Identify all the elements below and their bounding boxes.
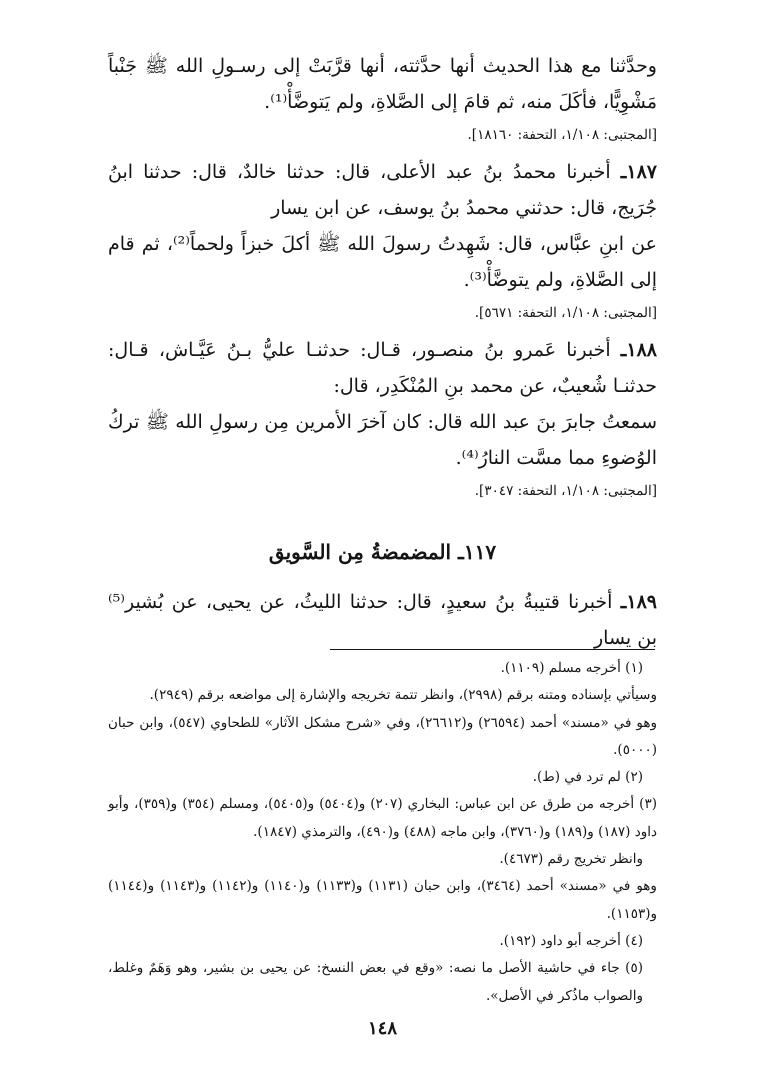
footnote-1-cont-b: وهو في «مسند» أحمد (٢٦٥٩٤) و(٢٦٦١٢)، وفي «شرح مشكل الآثار» للطحاوي (٥٤٧)، وابن حبان (٥٠٠٠).	[108, 714, 657, 758]
footnote-4: (٤) أخرجه أبو داود (١٩٢).	[499, 932, 643, 949]
hadith-187-matn: عن ابنِ عبَّاس، قال: شَهِدتُ رسولَ الله ﷺ أكلَ خبزاً ولحماً⁽²⁾، ثم قام إلى الصَّلاةِ، ولم يتوضَّأْ⁽³⁾.	[108, 233, 657, 291]
hadith-188-matn: سمعتُ جابرَ بنَ عبد الله قال: كان آخرَ الأمرين مِن رسولِ الله ﷺ تركُ الوُضوءِ مما مسَّت النارُ⁽⁴⁾.	[108, 411, 657, 469]
hadith-188-isnad	[108, 332, 657, 404]
hadith-187-isnad	[108, 154, 657, 226]
hadith-186-continuation: وحدَّثنا مع هذا الحديث أنها حدَّثته، أنها قرَّبَتْ إلى رسـولِ الله ﷺ جَنْباً مَشْوِيًّا، فأكَلَ منه، ثم قامَ إلى الصَّلاةِ، ولم يَتوضَّأْ⁽¹⁾.	[108, 55, 657, 113]
isnad-188-text: أخبرنا عَمرو بنُ منصـور، قـال: حدثنـا عليُّ بـنُ عَيَّـاش، قـال: حدثنـا شُعيبٌ، عن محمد بنِ المُنْكَدِر، قال:	[108, 339, 657, 397]
hadith-189-isnad	[108, 584, 657, 656]
isnad-187-text: أخبرنا محمدُ بنُ عبد الأعلى، قال: حدثنا خالدٌ، قال: حدثنا ابنُ جُرَيج، قال: حدثني محمدُ بنُ يوسف، عن ابن يسار	[108, 161, 657, 219]
footnote-2: (٢) لم ترد في (ط).	[532, 769, 643, 786]
footnotes	[108, 655, 657, 1010]
hadith-number-187: ١٨٧ـ	[620, 161, 657, 183]
reference-188: [المجتبى: ١/١٠٨، التحفة: ٣٠٤٧].	[474, 483, 657, 499]
page-number: ١٤٨	[367, 1018, 397, 1039]
chapter-heading: ١١٧ـ المضمضةُ مِن السَّويق	[268, 540, 497, 564]
footnote-separator	[330, 649, 655, 650]
hadith-number-189: ١٨٩ـ	[620, 591, 657, 613]
reference-187: [المجتبى: ١/١٠٨، التحفة: ٥٦٧١].	[474, 305, 657, 321]
hadith-number-188: ١٨٨ـ	[620, 339, 657, 361]
footnote-1-cont-a: وسيأتي بإسناده ومتنه برقم (٢٩٩٨)، وانظر تتمة تخريجه والإشارة إلى مواضعه برقم (٢٩٤٩).	[149, 687, 657, 704]
footnote-3-cont-b: وهو في «مسند» أحمد (٣٤٦٤)، وابن حبان (١١٣١) و(١١٣٣) و(١١٤٠) و(١١٤٢) و(١١٤٣) و(١١٤٤) و(١١٥٣).	[108, 878, 657, 922]
footnote-5: (٥) جاء في حاشية الأصل ما نصه: «وقع في بعض النسخ: عن يحيى بن بشير، وهو وَهَمٌ وغلط، والصواب ماذُكر في الأصل».	[108, 960, 643, 1004]
isnad-189-text: أخبرنا قتيبةُ بنُ سعيدٍ، قال: حدثنا الليثُ، عن يحيى، عن بُشير⁽⁵⁾ بن يسار	[108, 591, 657, 649]
footnote-1: (١) أخرجه مسلم (١١٠٩).	[500, 660, 643, 676]
reference-186: [المجتبى: ١/١٠٨، التحفة: ١٨١٦٠].	[467, 127, 657, 143]
footnote-3: (٣) أخرجه من طرق عن ابن عباس: البخاري (٢٠٧) و(٥٤٠٤) و(٥٤٠٥)، ومسلم (٣٥٤) و(٣٥٩)، وأبو داود (١٨٧) و(١٨٩) و(٣٧٦٠)، وابن ماجه (٤٨٨) و(٤٩٠)، والترمذي (١٨٤٧).	[108, 796, 657, 840]
main-text	[108, 48, 657, 656]
footnote-3-cont-a: وانظر تخريج رقم (٤٦٧٣).	[499, 851, 643, 868]
